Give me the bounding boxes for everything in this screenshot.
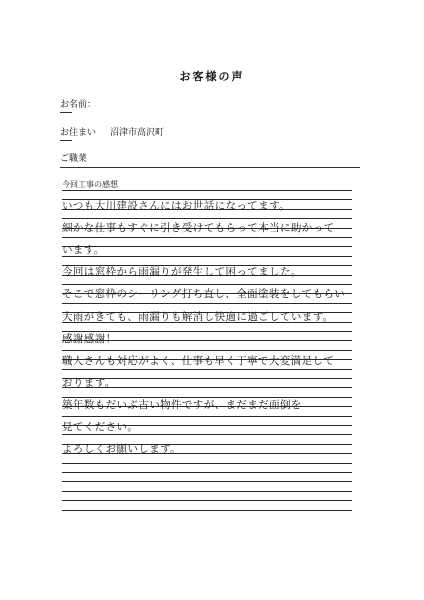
ruled-line bbox=[62, 481, 352, 482]
impression-section-label: 今回工事の感想 bbox=[62, 180, 118, 189]
ruled-line bbox=[62, 463, 352, 464]
handwritten-line: 大雨がきても、雨漏りも解消し快適に過ごしています。 bbox=[62, 310, 334, 323]
ruled-line bbox=[62, 500, 352, 501]
handwritten-line: 職人さんも対応がよく、仕事も早く丁寧で大変満足して bbox=[62, 354, 335, 367]
ruled-line bbox=[62, 510, 352, 511]
handwritten-line: よろしくお願いします。 bbox=[62, 443, 182, 455]
occupation-label: ご職業 bbox=[60, 154, 88, 164]
ruled-line bbox=[62, 434, 352, 435]
ruled-line bbox=[62, 246, 352, 247]
handwritten-line: 細かな仕事もすぐに引き受けてもらって本当に助かって bbox=[62, 222, 335, 235]
handwritten-line: 見てください。 bbox=[62, 420, 139, 433]
ruled-line bbox=[62, 284, 352, 285]
address-label: お住まい bbox=[60, 128, 97, 138]
ruled-line bbox=[62, 190, 352, 191]
handwritten-line: おります。 bbox=[62, 376, 116, 389]
address-value: 沼津市高沢町 bbox=[110, 128, 165, 138]
name-label: お名前： bbox=[60, 100, 97, 110]
ruled-line bbox=[62, 237, 352, 238]
ruled-line bbox=[62, 303, 352, 304]
handwritten-line: 築年数もだいぶ古い物件ですが、まだまだ面倒を bbox=[62, 398, 302, 411]
ruled-line bbox=[62, 350, 352, 351]
ruled-line bbox=[62, 491, 352, 492]
address-underline bbox=[60, 140, 72, 141]
ruled-line bbox=[62, 256, 352, 257]
ruled-line bbox=[62, 218, 352, 219]
handwritten-line: います。 bbox=[62, 244, 105, 257]
handwritten-line: 今回は窓枠から雨漏りが発生して困ってました。 bbox=[62, 266, 302, 279]
occupation-underline bbox=[60, 167, 360, 168]
name-underline bbox=[60, 112, 72, 113]
handwritten-line: そこで窓枠のシーリング打ち直し、全面塗装をしてもらい bbox=[62, 288, 346, 301]
ruled-line bbox=[62, 416, 352, 417]
handwritten-line: いつも大川建設さんにはお世話になってます。 bbox=[62, 200, 291, 212]
ruled-line bbox=[62, 472, 352, 473]
page-title: お客様の声 bbox=[179, 70, 245, 83]
handwritten-line: 感謝感謝！ bbox=[62, 332, 117, 345]
ruled-line bbox=[62, 369, 352, 370]
